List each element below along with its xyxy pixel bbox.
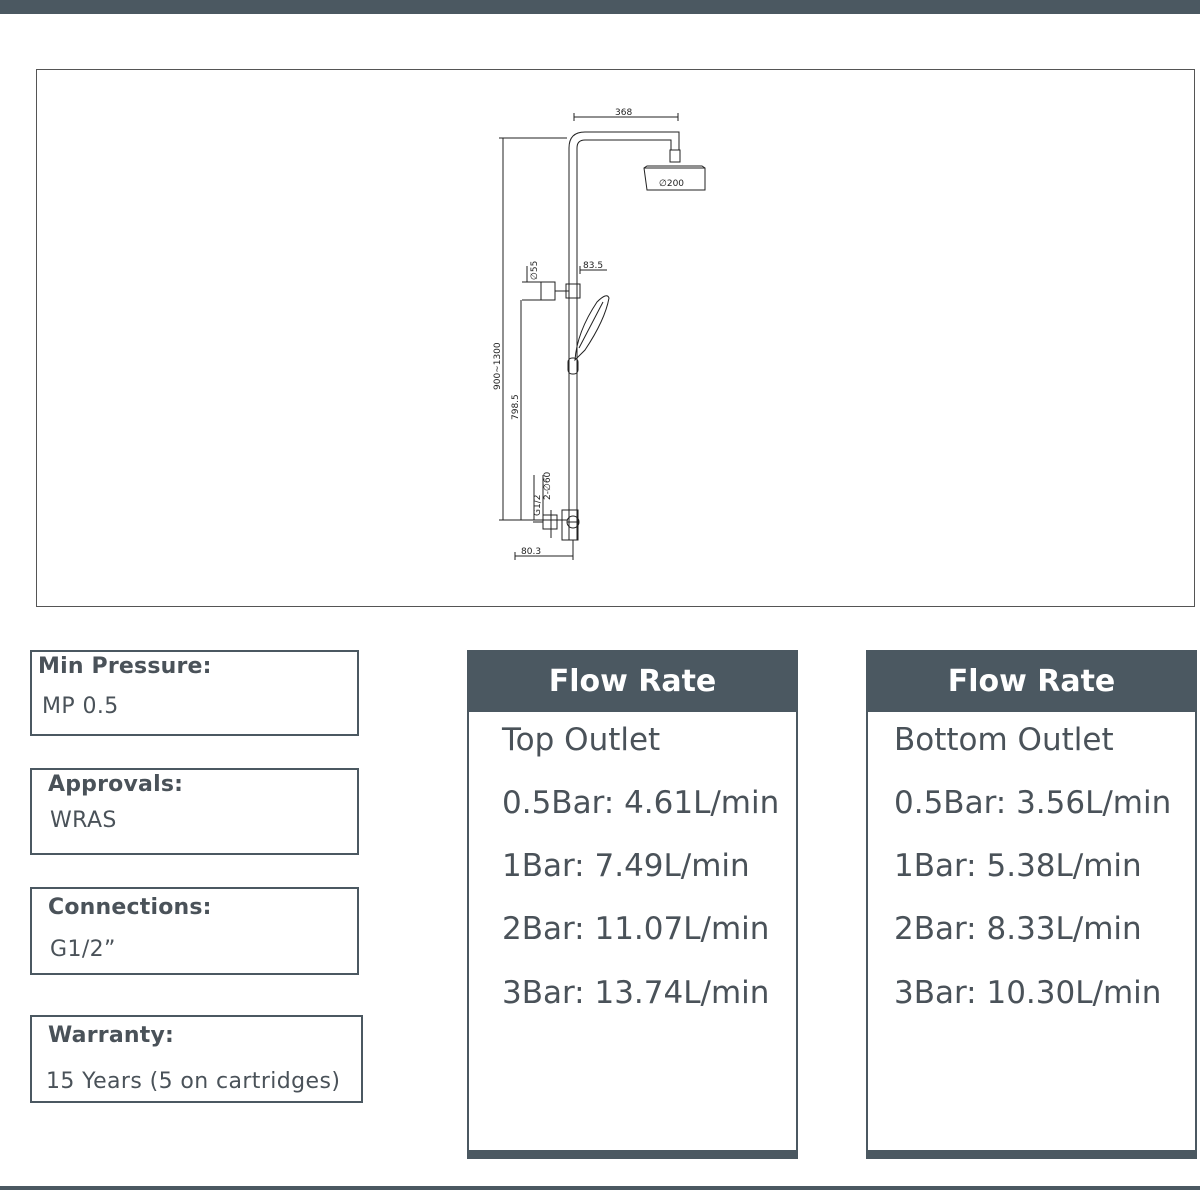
shower-technical-drawing [37, 70, 1194, 606]
flow-card-footer [469, 1150, 796, 1157]
min-pressure-value: MP 0.5 [42, 694, 119, 719]
outlet-title: Bottom Outlet [894, 722, 1114, 758]
bracket-diameter-label: ∅55 [530, 260, 540, 280]
technical-drawing-frame [36, 69, 1195, 607]
warranty-box [30, 1015, 363, 1103]
flow-row: 3Bar: 13.74L/min [502, 975, 770, 1011]
flow-rate-card-top [467, 650, 798, 1159]
bracket-offset-label: 83.5 [583, 261, 604, 271]
approvals-value: WRAS [50, 808, 117, 833]
flow-row: 1Bar: 5.38L/min [894, 848, 1142, 884]
min-pressure-box [30, 650, 359, 736]
flow-rate-header: Flow Rate [868, 652, 1195, 712]
valve-depth-label: 80.3 [521, 547, 542, 557]
wall-bracket [541, 282, 555, 300]
valve-body [562, 510, 578, 540]
flow-row: 0.5Bar: 3.56L/min [894, 785, 1172, 821]
hand-shower [575, 296, 609, 360]
flow-row: 2Bar: 8.33L/min [894, 911, 1142, 947]
shower-arm [569, 132, 679, 150]
flow-row: 1Bar: 7.49L/min [502, 848, 750, 884]
min-pressure-label: Min Pressure: [38, 654, 212, 679]
head-diameter-label: ∅200 [659, 179, 685, 189]
approvals-label: Approvals: [48, 772, 184, 797]
outlet-title: Top Outlet [502, 722, 661, 758]
approvals-box [30, 768, 359, 855]
height-range-label: 900~1300 [493, 342, 503, 390]
flow-row: 2Bar: 11.07L/min [502, 911, 770, 947]
arm-width-label: 368 [615, 108, 633, 118]
warranty-label: Warranty: [48, 1023, 174, 1048]
connections-label: Connections: [48, 895, 212, 920]
top-accent-bar [0, 0, 1200, 14]
inlet-rose-label: 2-∅60 [543, 471, 553, 500]
bottom-accent-bar [0, 1186, 1200, 1190]
warranty-value: 15 Years (5 on cartridges) [46, 1069, 341, 1094]
connections-box [30, 887, 359, 975]
inlet-thread-label: G1/2 [533, 494, 543, 516]
valve-height-label: 798.5 [511, 394, 521, 420]
flow-row: 0.5Bar: 4.61L/min [502, 785, 780, 821]
connections-value: G1/2” [50, 937, 116, 962]
flow-row: 3Bar: 10.30L/min [894, 975, 1162, 1011]
flow-card-footer [868, 1150, 1195, 1157]
flow-rate-header: Flow Rate [469, 652, 796, 712]
flow-rate-card-bottom [866, 650, 1197, 1159]
